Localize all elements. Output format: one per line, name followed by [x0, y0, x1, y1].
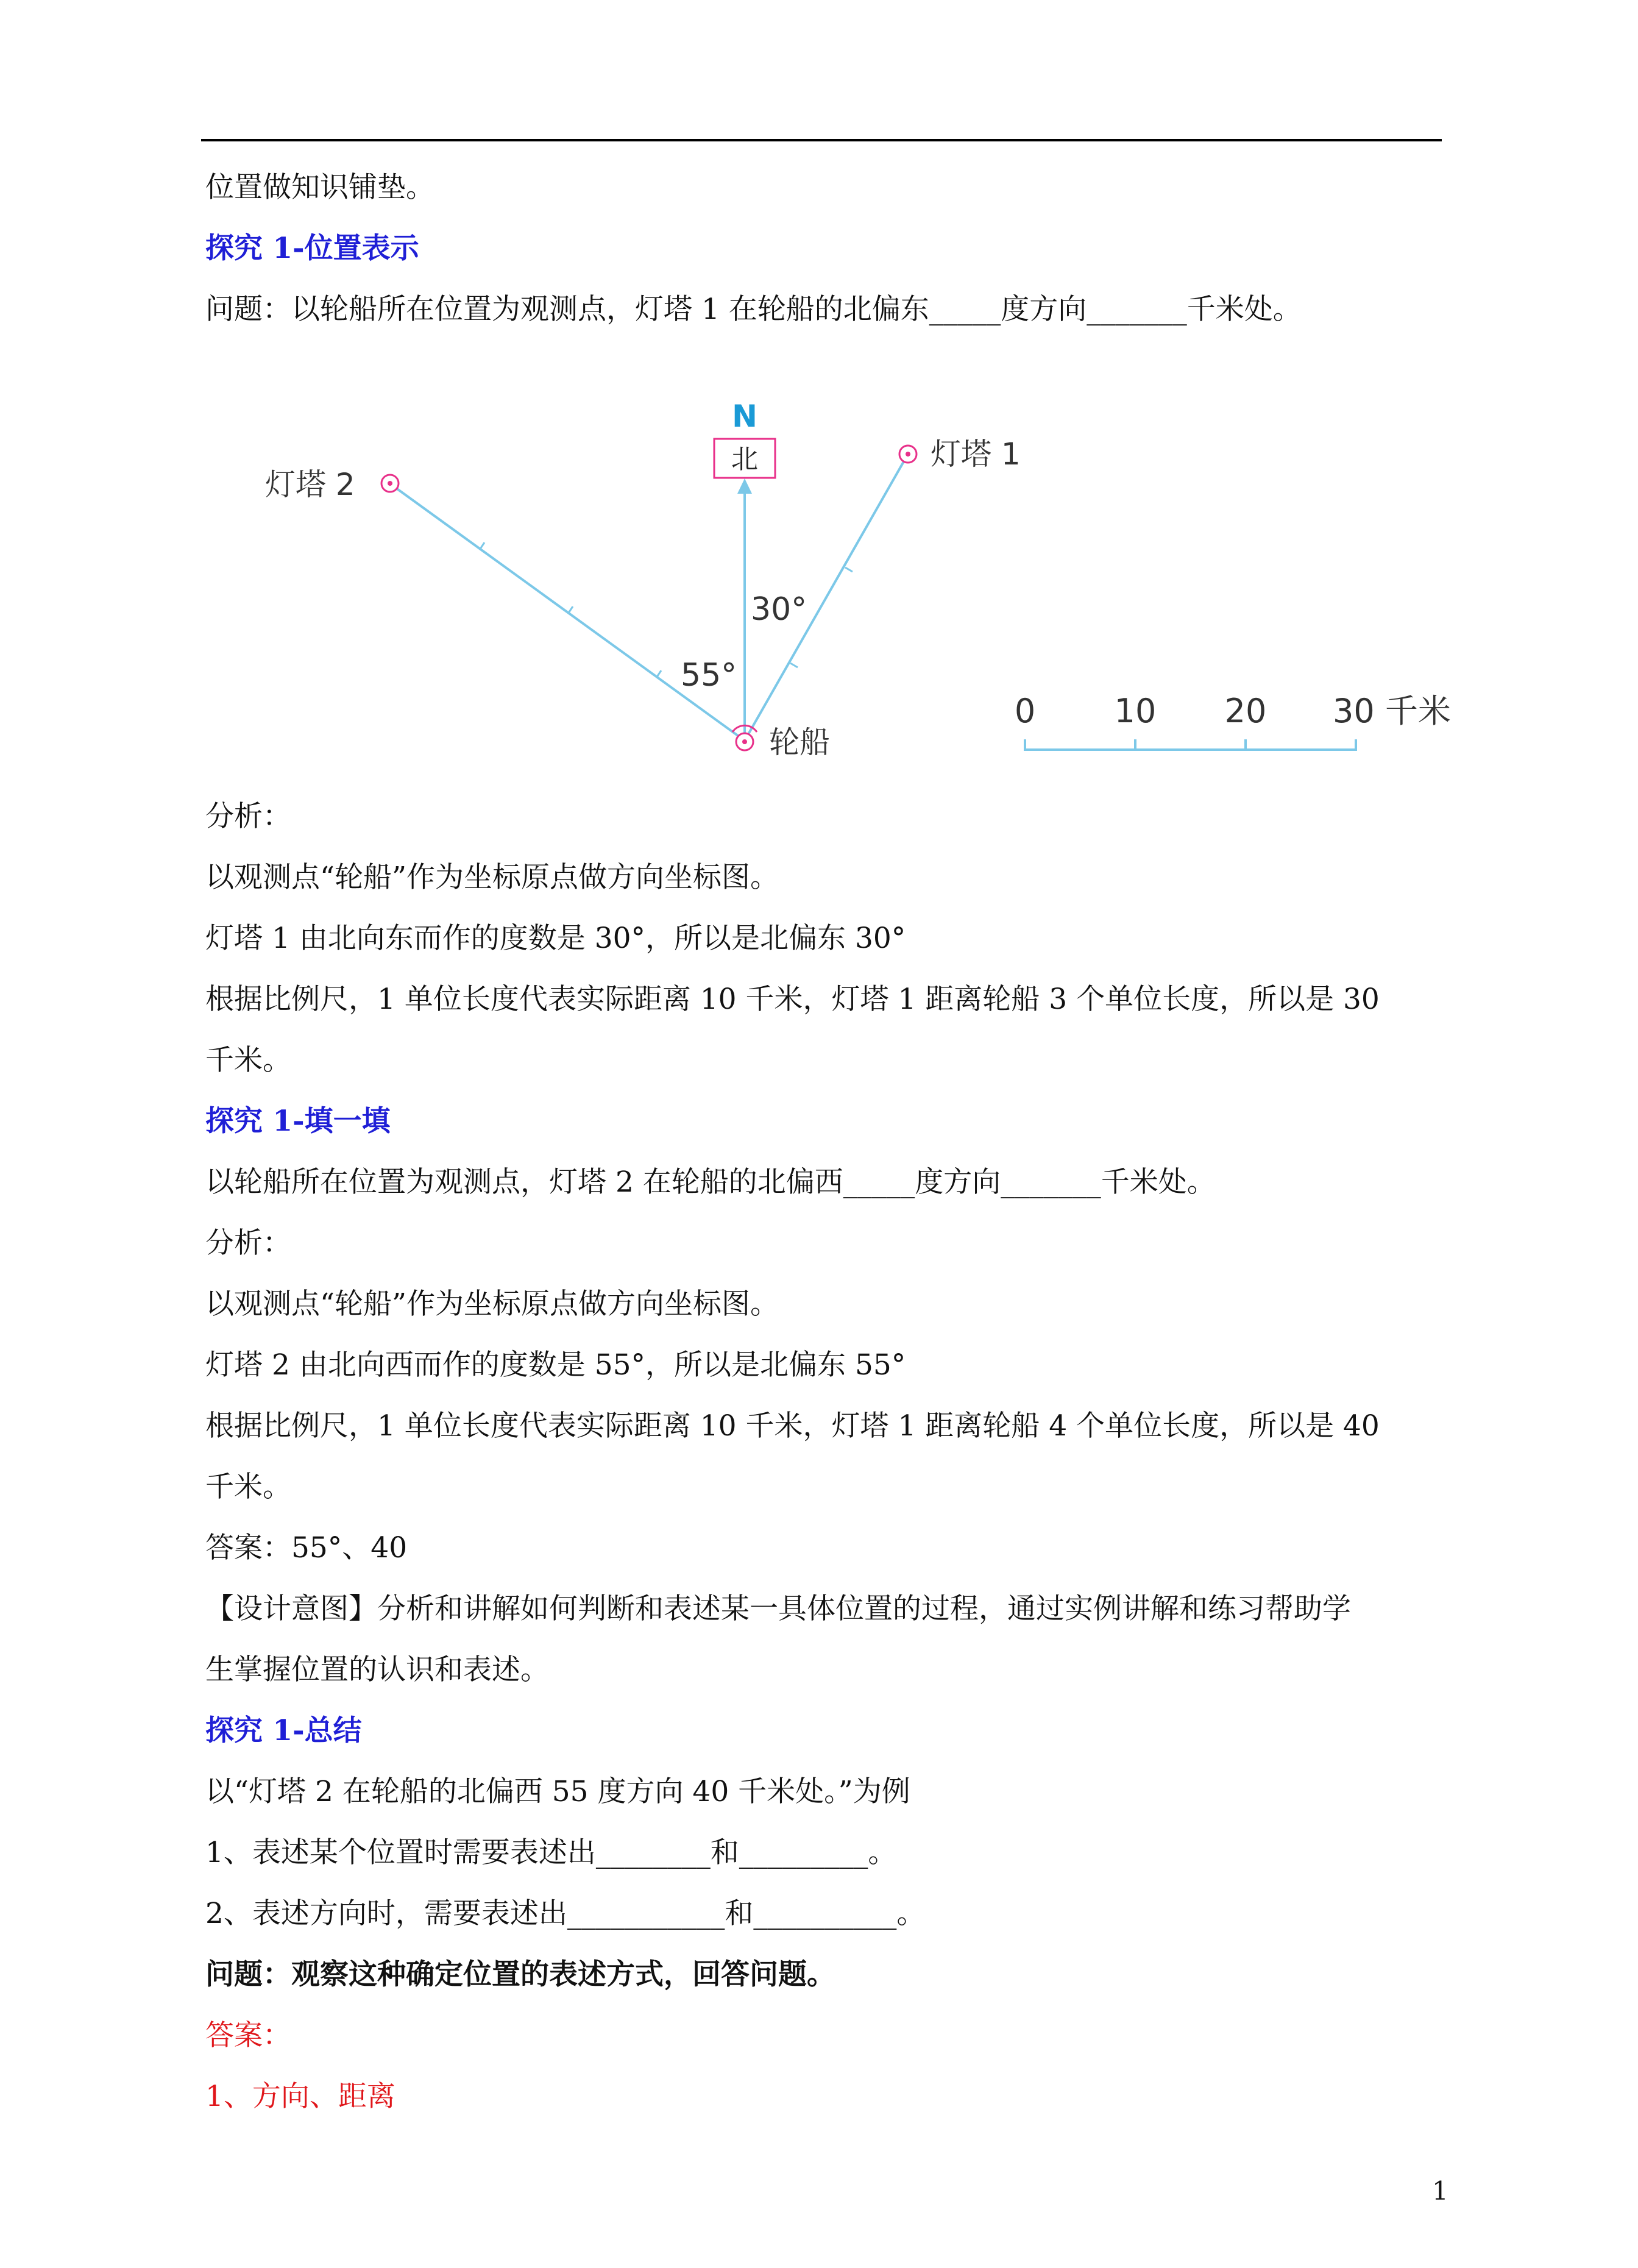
- angle2-label: 55°: [681, 657, 737, 694]
- text-line: 根据比例尺，1 单位长度代表实际距离 10 千米，灯塔 1 距离轮船 4 个单位长度，所以是 40: [205, 1409, 1380, 1443]
- answer-heading: 答案：: [205, 2019, 291, 2052]
- lighthouse1-label: 灯塔 1: [931, 436, 1021, 472]
- text-line: 【设计意图】分析和讲解如何判断和表述某一具体位置的过程，通过实例讲解和练习帮助学: [205, 1592, 1351, 1626]
- section-heading: 探究 1-填一填: [205, 1104, 391, 1138]
- text-line: 位置做知识铺垫。: [205, 171, 434, 204]
- text-line: 1、表述某个位置时需要表述出________和_________。: [205, 1836, 897, 1869]
- tick-mark: [790, 663, 798, 667]
- text-line: 千米。: [205, 1043, 291, 1077]
- scale-label: 0: [1014, 692, 1036, 730]
- question-line: 以轮船所在位置为观测点，灯塔 2 在轮船的北偏西_____度方向_______千米处。: [205, 1165, 1216, 1199]
- ship-label: 轮船: [769, 725, 830, 760]
- text-line: 2、表述方向时，需要表述出___________和__________。: [205, 1897, 926, 1930]
- tick-mark: [568, 606, 573, 614]
- tick-mark: [480, 542, 484, 550]
- north-box-label: 北: [731, 444, 758, 475]
- question-line: 问题：观察这种确定位置的表述方式，回答问题。: [205, 1958, 835, 1991]
- header-rule: [201, 139, 1442, 141]
- question-line: 问题：以轮船所在位置为观测点，灯塔 1 在轮船的北偏东_____度方向_______千米处。: [205, 293, 1302, 326]
- scale-label: 20: [1224, 692, 1267, 730]
- north-arrowhead: [737, 478, 752, 494]
- text-line: 分析：: [205, 1226, 291, 1260]
- tick-mark: [845, 567, 853, 572]
- scale-label: 30 千米: [1333, 692, 1451, 730]
- north-letter: N: [732, 399, 757, 434]
- text-line: 灯塔 1 由北向东而作的度数是 30°，所以是北偏东 30°: [205, 922, 906, 955]
- scale-label: 10: [1114, 692, 1157, 730]
- text-line: 以观测点“轮船”作为坐标原点做方向坐标图。: [205, 861, 779, 894]
- angle1-label: 30°: [751, 591, 807, 628]
- direction-diagram: [205, 372, 1473, 786]
- text-line: 千米。: [205, 1470, 291, 1504]
- text-line: 分析：: [205, 800, 291, 833]
- section-heading: 探究 1-总结: [205, 1714, 362, 1747]
- text-line: 以“灯塔 2 在轮船的北偏西 55 度方向 40 千米处。”为例: [205, 1775, 910, 1808]
- page-number: 1: [1432, 2176, 1448, 2206]
- answer-line: 答案：55°、40: [205, 1531, 408, 1565]
- lighthouse2-label: 灯塔 2: [265, 467, 355, 502]
- tick-mark: [656, 670, 661, 678]
- ship-marker: [736, 733, 753, 750]
- lighthouse2-marker: [381, 475, 399, 492]
- section-heading: 探究 1-位置表示: [205, 232, 419, 265]
- answer-line: 1、方向、距离: [205, 2080, 395, 2113]
- text-line: 以观测点“轮船”作为坐标原点做方向坐标图。: [205, 1287, 779, 1321]
- text-line: 根据比例尺，1 单位长度代表实际距离 10 千米，灯塔 1 距离轮船 3 个单位长度，所以是 30: [205, 983, 1380, 1016]
- text-line: 生掌握位置的认识和表述。: [205, 1653, 549, 1687]
- text-line: 灯塔 2 由北向西而作的度数是 55°，所以是北偏东 55°: [205, 1348, 906, 1382]
- lighthouse1-marker: [899, 446, 916, 463]
